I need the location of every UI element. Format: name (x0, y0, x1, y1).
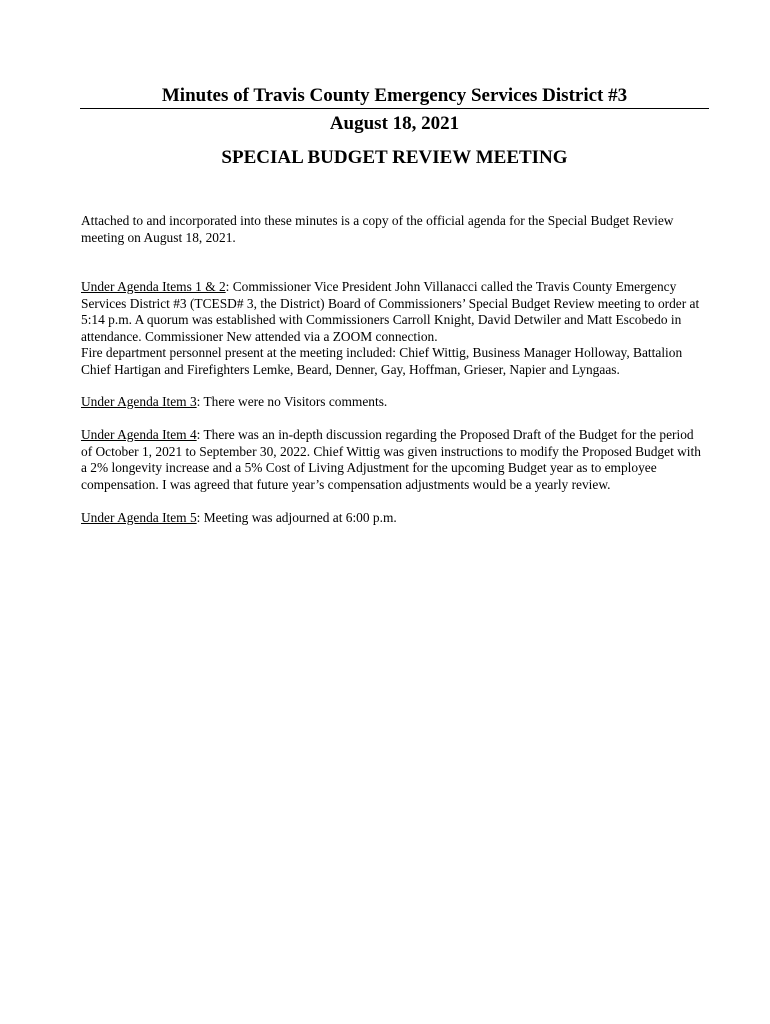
title-underline (80, 108, 709, 109)
agenda-items-1-2-label: Under Agenda Items 1 & 2 (81, 279, 226, 294)
personnel-present-text: Fire department personnel present at the meeting included: Chief Wittig, Business Manager Holloway, Battalion Chief Hartigan and Firefighters Lemke, Beard, Denner, Gay, Hoffman, Grieser, Napier and Lyngaas. (81, 345, 683, 377)
agenda-item-5-paragraph (81, 510, 706, 527)
agenda-item-3-paragraph (81, 394, 706, 411)
meeting-date: August 18, 2021 (329, 113, 460, 134)
intro-paragraph (81, 213, 706, 246)
agenda-items-1-2-paragraph (81, 279, 706, 378)
agenda-item-5-label: Under Agenda Item 5 (81, 510, 197, 525)
agenda-item-4-label: Under Agenda Item 4 (81, 427, 197, 442)
agenda-item-4-text: : There was an in-depth discussion regarding the Proposed Draft of the Budget for the period of October 1, 2021 to September 30, 2022. Chief Wittig was given instructions to modify the Proposed Budget with a 2% longevity increase and a 5% Cost of Living Adjustment for the upcoming Budget year as to employee compensation. I was agreed that future year’s compensation adjustments would be a yearly review. (81, 427, 701, 492)
document-title: Minutes of Travis County Emergency Services District #3 (161, 85, 628, 106)
agenda-item-4-paragraph (81, 427, 706, 493)
agenda-item-3-text: : There were no Visitors comments. (196, 394, 388, 409)
intro-text: Attached to and incorporated into these minutes is a copy of the official agenda for the Special Budget Review meeting on August 18, 2021. (81, 213, 674, 245)
agenda-items-1-2-text: : Commissioner Vice President John Villanacci called the Travis County Emergency Services District #3 (TCESD# 3, the District) Board of Commissioners’ Special Budget Review meeting to order at 5:14 p.m. A quorum was established with Commissioners Carroll Knight, David Detwiler and Matt Escobedo in attendance. Commissioner New attended via a ZOOM connection. (81, 279, 700, 344)
agenda-item-5-text: : Meeting was adjourned at 6:00 p.m. (196, 510, 397, 525)
agenda-item-3-label: Under Agenda Item 3 (81, 394, 197, 409)
meeting-type-heading: SPECIAL BUDGET REVIEW MEETING (221, 147, 568, 168)
